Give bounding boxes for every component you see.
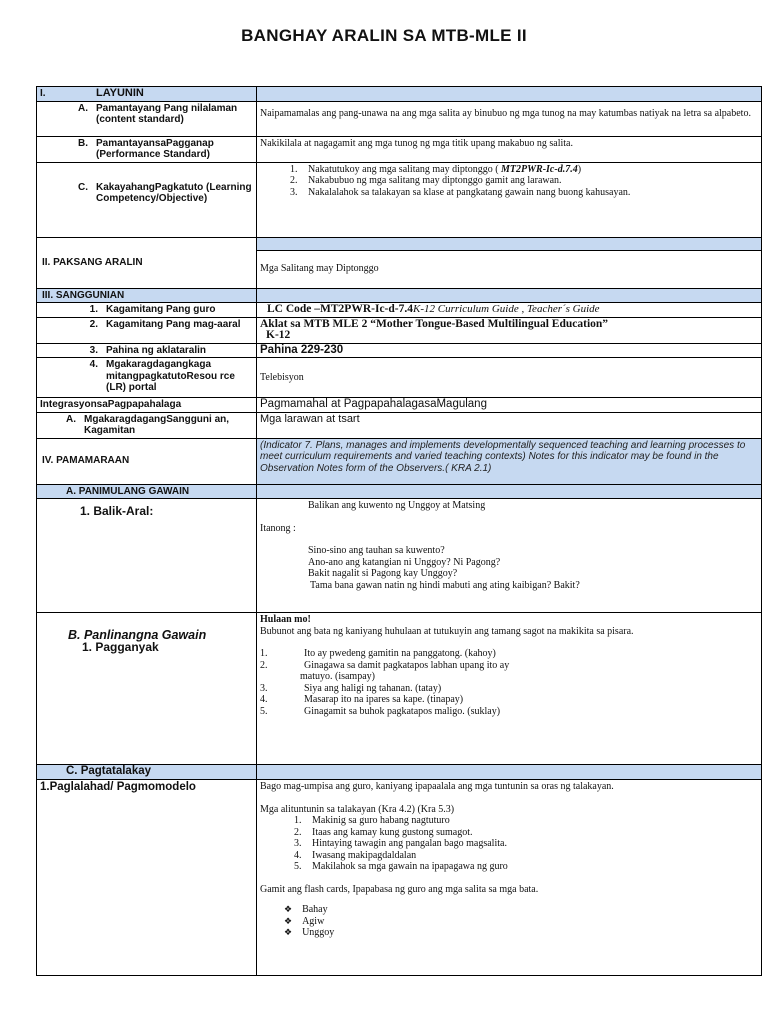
panlinang-label: B. Panlinangna Gawain 1. Pagganyak [37,613,257,765]
layunin-header-cell [257,87,762,102]
karagdagang-sanggunian-value: Mga larawan at tsart [257,412,762,438]
pamamaraan-label: IV. PAMAMARAAN [37,438,257,484]
karagdagang-sanggunian-label: A. MgakaragdagangSangguni an, Kagamitan [37,412,257,438]
list-item: Ano-ano ang katangian ni Unggoy? Ni Pagong? [308,556,501,568]
list-item: 1. Nakatutukoy ang mga salitang may diptonggo ( MT2PWR-Ic-d.7.4) [300,164,758,176]
list-item: Bakit nagalit si Pagong kay Unggoy? [308,568,458,579]
kagamitang-guro-label: 1. Kagamitang Pang guro [37,303,257,318]
pagtatalakay-header: C. Pagtatalakay [37,765,257,780]
lesson-plan-table [36,86,762,976]
content-standard-label: A. Pamantayang Pang nilalaman (content standard) [37,101,257,136]
list-item: 4. Iwasang makipagdaldalan [304,850,758,862]
kagamitang-mag-aaral-value: Aklat sa MTB MLE 2 “Mother Tongue-Based Multilingual Education” K-12 [257,317,762,343]
learning-competency-list [257,162,762,237]
content-standard-value: Naipamamalas ang pang-unawa na ang mga salita ay binubuo ng mga tunog na may katumbas natiyak na letra sa alpabeto. [257,101,762,136]
integrasyon-value: Pagmamahal at PagpapahalagasaMagulang [257,398,762,413]
paglalahad-label: 1.Paglalahad/ Pagmomodelo [37,780,257,976]
list-item: 3. Siya ang haligi ng tahanan. (tatay) [260,682,442,694]
list-item: ❖ Agiw [284,916,758,928]
paksang-aralin-header [257,237,762,250]
list-item: Tama bana gawan natin ng hindi mabuti ang ating kaibigan? Bakit? [310,579,580,591]
performance-standard-value: Nakikilala at nagagamit ang mga tunog ng mga titik upang makabuo ng salita. [257,136,762,162]
pahina-label: 3. Pahina ng aklataralin [37,343,257,358]
list-item: 3. Hintaying tawagin ang pangalan bago magsalita. [304,838,758,850]
paksang-aralin-label: II. PAKSANG ARALIN [37,237,257,288]
paglalahad-content: Bago mag-umpisa ang guro, kaniyang ipapaalala ang mga tuntunin sa oras ng talakayan. Mga alituntunin sa talakayan (Kra 4.2) (Kra 5.3) 1. Makinig sa guro habang nagtuturo 2. Itaas ang kamay kung gustong sumagot. 3. Hintaying tawagin ang pangalan bago magsalita. 4. Iwasang makipagdaldalan 5. Makilahok sa mga gawain na ipapagawa ng guro Gamit ang flash cards, Ipapabasa ng guro ang mga salita sa mga bata. ❖ Bahay ❖ Agiw ❖ Unggoy [257,780,762,976]
list-item: ❖ Unggoy [284,927,758,939]
indicator-note: (Indicator 7. Plans, manages and implements developmentally sequenced teaching and learning processes to meet curriculum requirements and varied teaching contexts) Notes for this indicator may be found in the Observation Notes form of the Observers.( KRA 2.1) [257,438,762,484]
sanggunian-header: III. SANGGUNIAN [37,288,257,303]
integrasyon-label: IntegrasyonsaPagpapahalaga [37,398,257,413]
balik-aral-label: 1. Balik-Aral: [37,499,257,613]
pagtatalakay-cell [257,765,762,780]
paksang-aralin-value: Mga Salitang may Diptonggo [257,250,762,288]
page-title: BANGHAY ARALIN SA MTB-MLE II [241,26,527,45]
lr-portal-value: Telebisyon [257,358,762,398]
kagamitang-mag-aaral-label: 2. Kagamitang Pang mag-aaral [37,317,257,343]
list-item: ❖ Bahay [284,904,758,916]
sanggunian-header-cell [257,288,762,303]
list-item: 3. Nakalalahok sa talakayan sa klase at pangkatang gawain nang buong kahusayan. [300,187,758,199]
list-item: 2. Nakabubuo ng mga salitang may diptonggo gamit ang larawan. [300,175,758,187]
list-item: Sino-sino ang tauhan sa kuwento? [308,545,445,556]
panimulang-gawain-header: A. PANIMULANG GAWAIN [37,484,257,499]
lr-portal-label: 4. Mgakaragdagangkaga mitangpagkatutoResou rce (LR) portal [37,358,257,398]
pagganyak-content: Hulaan mo! Bubunot ang bata ng kaniyang huhulaan at tutukuyin ang tamang sagot na makikita sa pisara. 1. Ito ay pwedeng gamitin na panggatong. (kahoy) 2. Ginagawa sa damit pagkatapos labhan upang ito ay matuyo. (isampay) 3. Siya ang haligi ng tahanan. (tatay) 4. Masarap ito na ipares sa kape. (tinapay) 5. Ginagamit sa buhok pagkatapos maligo. (suklay) [257,613,762,765]
kagamitang-guro-value: LC Code –MT2PWR-Ic-d-7.4K-12 Curriculum Guide , Teacher´s Guide [257,303,762,318]
list-item: 4. Masarap ito na ipares sa kape. (tinapay) [260,694,464,705]
pahina-value: Pahina 229-230 [257,343,762,358]
list-item: 2. Ginagawa sa damit pagkatapos labhan upang ito ay [260,659,510,671]
list-item: 1. Makinig sa guro habang nagtuturo [304,815,758,827]
learning-competency-label: C. KakayahangPagkatuto (Learning Competency/Objective) [37,162,257,237]
balik-aral-content: Balikan ang kuwento ng Unggoy at Matsing Itanong : Sino-sino ang tauhan sa kuwento? Ano-ano ang katangian ni Unggoy? Ni Pagong? Bakit nagalit si Pagong kay Unggoy? Tama bana gawan natin ng hindi mabuti ang ating kaibigan? Bakit? [257,499,762,613]
list-item: 5. Makilahok sa mga gawain na ipapagawa ng guro [304,861,758,873]
list-item: 2. Itaas ang kamay kung gustong sumagot. [304,827,758,839]
layunin-header: I. LAYUNIN [37,87,257,102]
panimulang-gawain-cell [257,484,762,499]
list-item: 5. Ginagamit sa buhok pagkatapos maligo. (suklay) [260,705,501,717]
performance-standard-label: B. PamantayansaPagganap (Performance Standard) [37,136,257,162]
list-item: 1. Ito ay pwedeng gamitin na panggatong. (kahoy) [260,648,496,659]
